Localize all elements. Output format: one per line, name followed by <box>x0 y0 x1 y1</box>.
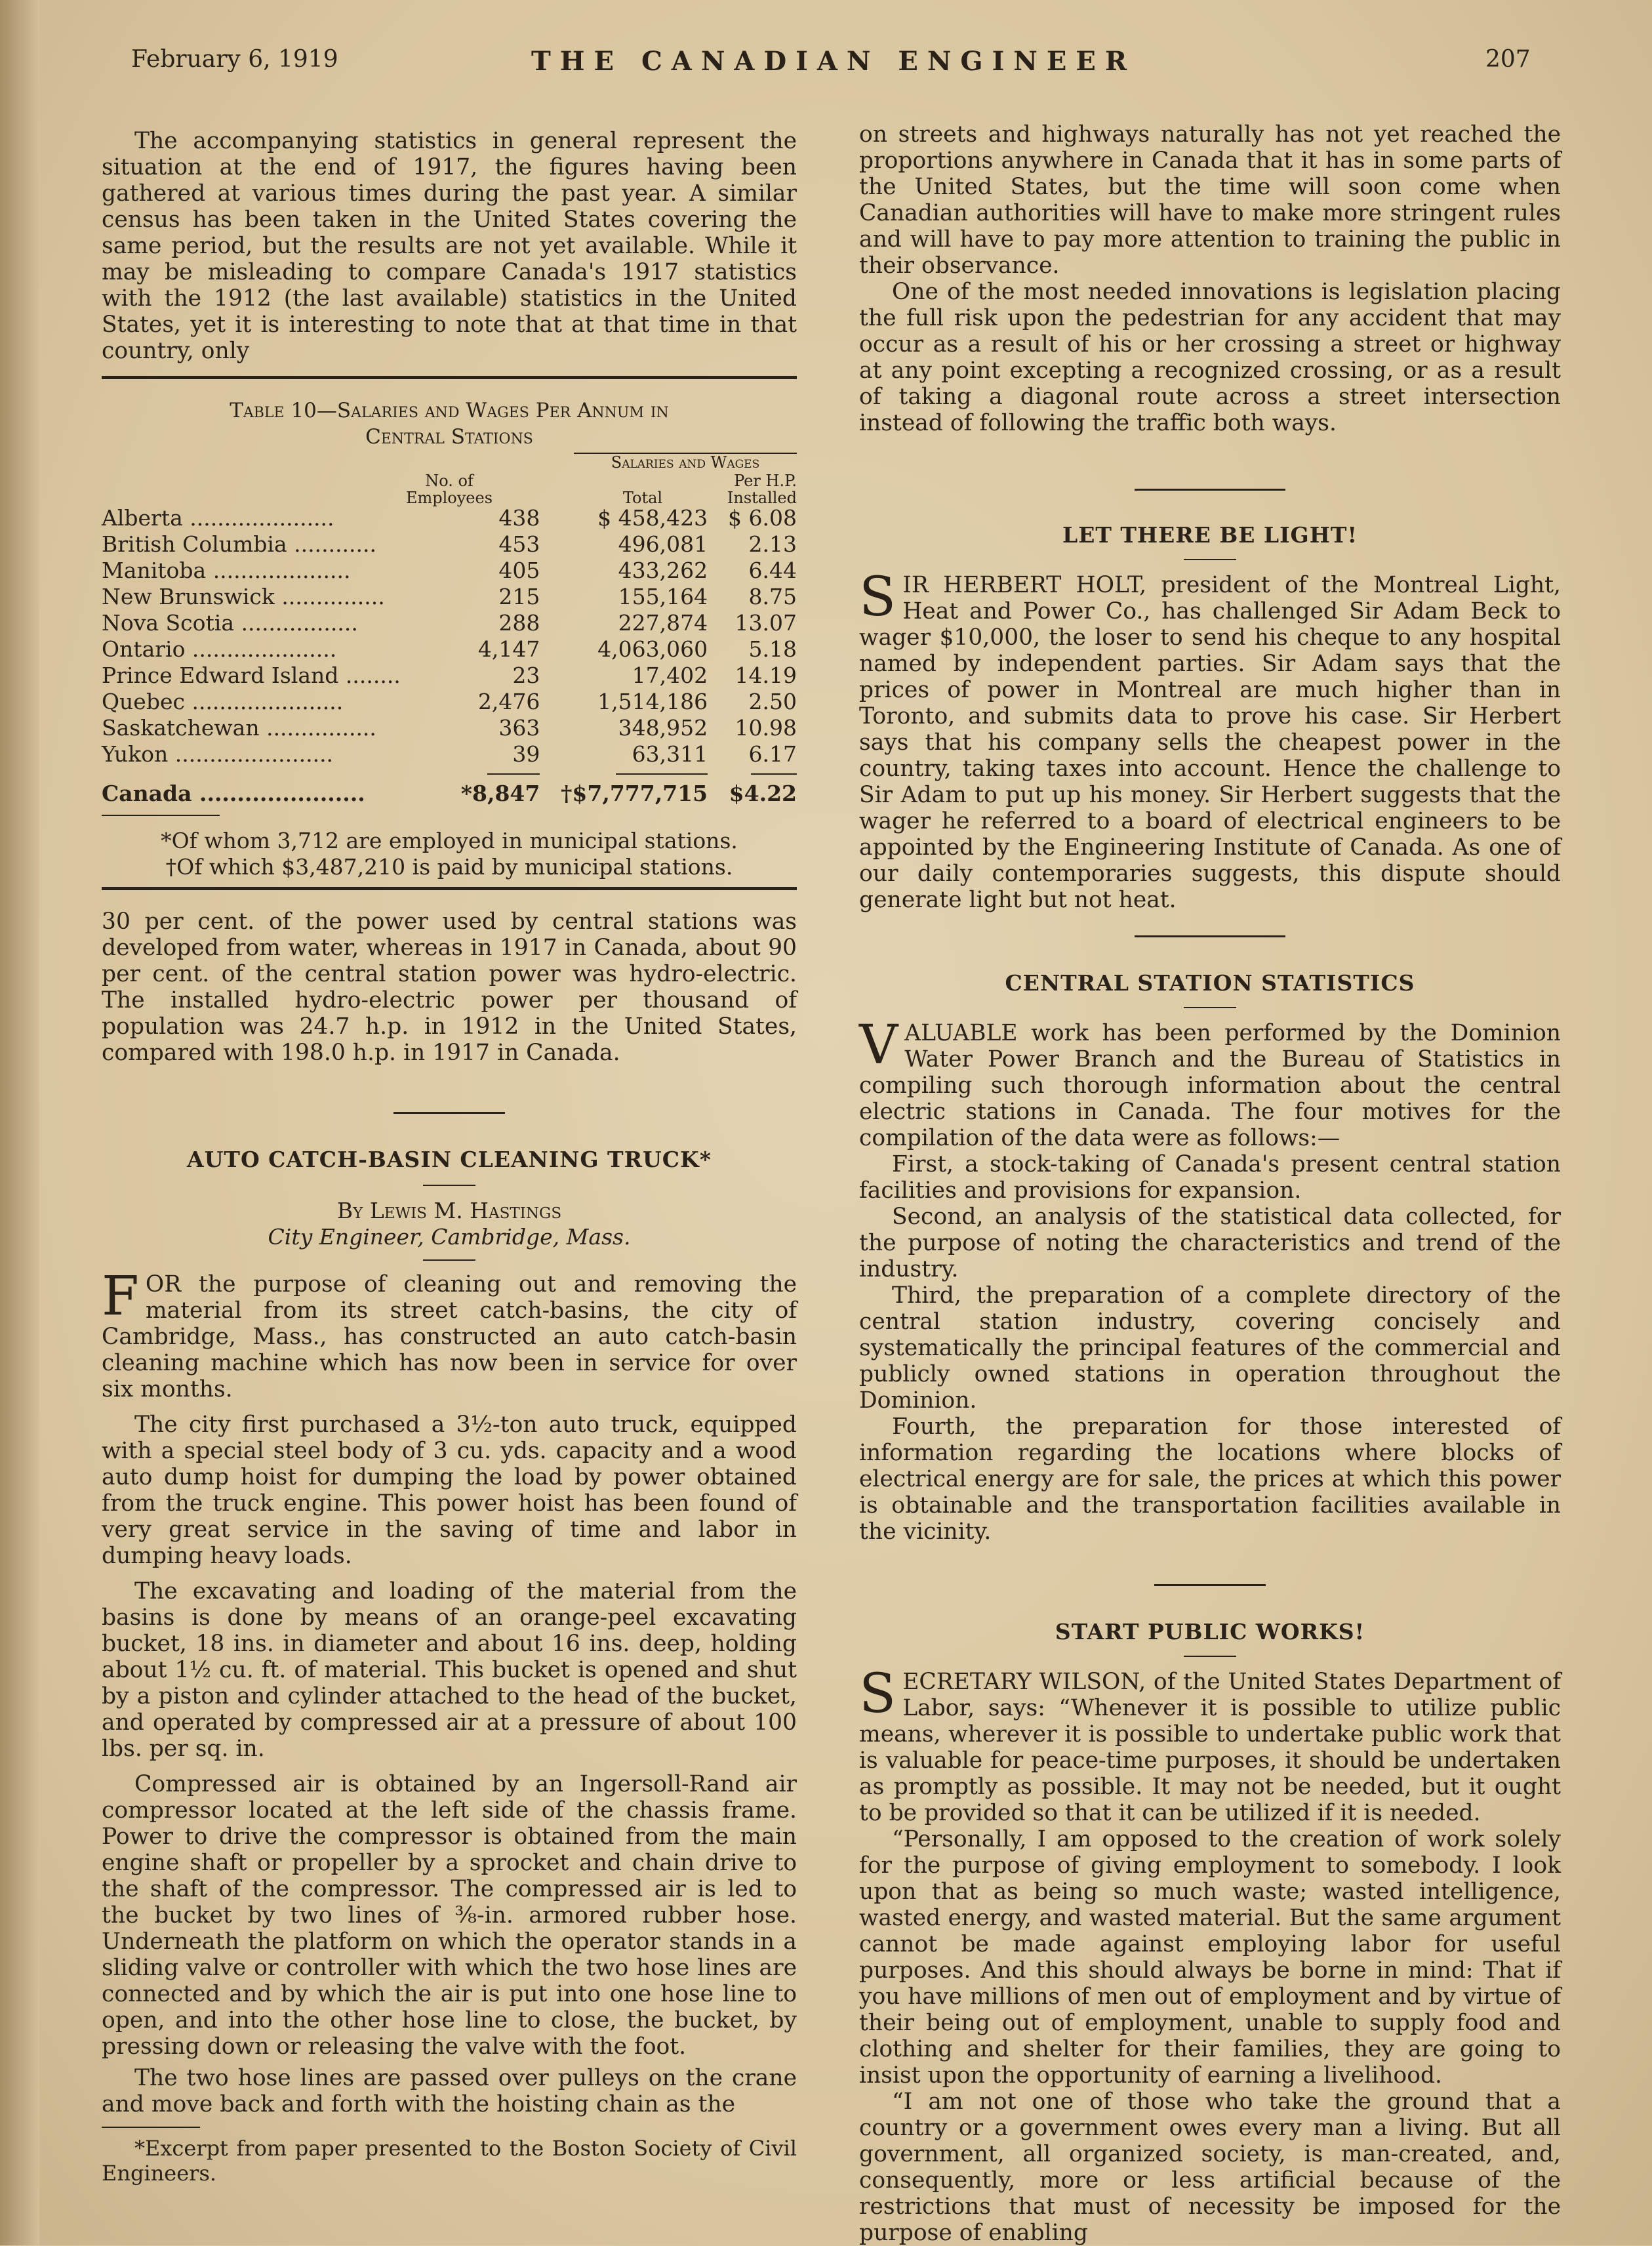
article-byline: By Lewis M. Hastings <box>336 1198 562 1223</box>
lead-words: IR HERBERT HOLT, <box>902 572 1147 598</box>
cell-total: 4,063,060 <box>597 636 708 662</box>
motive-third: Third, the preparation of a complete directory of the central station industry, covering concisely and systematically the principal features of the commercial and publicly owned stations in operation throughout the Dominion. <box>859 1282 1561 1414</box>
cell-employees: 23 <box>512 663 540 688</box>
cell-perhp: 13.07 <box>735 610 797 636</box>
section-divider <box>1154 1584 1266 1586</box>
continued-paragraph-1: on streets and highways naturally has not yet reached the proportions anywhere in Canada that it has in some parts of the United States, but the time will soon come when Canadian authorities will have to make more stringent rules and will have to pay more attention to training the public in their observance. <box>859 121 1561 279</box>
table-row <box>102 584 797 610</box>
table-row <box>102 663 797 689</box>
cell-province: Yukon ....................... <box>102 741 334 767</box>
cell-province: Ontario ..................... <box>102 636 337 662</box>
table-row <box>102 741 797 767</box>
table-top-rule <box>102 376 797 379</box>
cell-province: Alberta ..................... <box>102 505 334 531</box>
table-row <box>102 715 797 741</box>
cell-employees: 215 <box>498 584 540 609</box>
header-title: THE CANADIAN ENGINEER <box>531 46 1137 77</box>
section-public-works-body: of the United States Department of Labor, says: “Whenever it is possible to utilize public means, wherever it is possible to undertake public work that is valuable for peace-time purposes, it should be undertaken as promptly as possible. It may not be needed, but it ought to be provided so that it can be utilized if it is needed. <box>859 1669 1561 1826</box>
title-rule <box>1184 1656 1236 1657</box>
section-divider <box>1135 489 1285 491</box>
table-footnote-1: *Of whom 3,712 are employed in municipal stations. <box>161 828 738 853</box>
article-paragraph-4: Compressed air is obtained by an Ingersoll-Rand air compressor located at the left side of the chassis frame. Power to drive the compressor is obtained from the main engine shaft or propeller by a sprocket and chain drive to the shaft of the compressor. The compressed air is led to the bucket by two lines of ⅜-in. armored rubber hose. Underneath the platform on which the operator stands in a sliding valve or controller with which the two hose lines are connected and by which the air is put into one hose line to open, and into the other hose line to close, the bucket, by pressing down or releasing the valve with the foot. <box>102 1771 797 2060</box>
byline-rule <box>423 1259 475 1261</box>
table-row <box>102 505 797 531</box>
cell-total: 63,311 <box>632 741 708 767</box>
cell-employees: 288 <box>498 610 540 636</box>
title-rule <box>1184 1007 1236 1008</box>
motive-first: First, a stock-taking of Canada's present central station facilities and provisions for expansion. <box>859 1151 1561 1204</box>
cell-perhp: 6.17 <box>748 741 797 767</box>
table-row <box>102 610 797 636</box>
cell-employees: 4,147 <box>477 636 540 662</box>
cell-province: Prince Edward Island ........ <box>102 663 401 688</box>
intro-paragraph: The accompanying statistics in general represent the situation at the end of 1917, the figures having been gathered at various times during the past year. A similar census has been taken in the United States covering the same period, but the results are not yet available. While it may be misleading to compare Canada's 1917 statistics with the 1912 (the last available) statistics in the United States, yet it is interesting to note that at that time in that country, only <box>102 128 797 364</box>
page-spine <box>0 0 39 2245</box>
cell-perhp: 8.75 <box>748 584 797 609</box>
col-header-per-hp: Per H.P. Installed <box>727 472 797 507</box>
section-title-statistics: CENTRAL STATION STATISTICS <box>1005 970 1415 996</box>
cell-perhp: 10.98 <box>735 715 797 741</box>
excerpt-rule <box>102 2127 200 2128</box>
excerpt-footnote: *Excerpt from paper presented to the Boston Society of Civil Engineers. <box>102 2136 797 2186</box>
table-row <box>102 636 797 663</box>
col-header-total: Total <box>622 489 663 507</box>
cell-employees: 405 <box>498 558 540 583</box>
table-row <box>102 689 797 715</box>
total-per-hp: $4.22 <box>729 781 797 806</box>
salaries-table <box>102 505 797 807</box>
salaries-table-block <box>102 398 797 880</box>
table-subtitle: Central Stations <box>365 425 533 449</box>
table-header <box>102 453 797 505</box>
cell-perhp: 2.50 <box>748 689 797 714</box>
table-row <box>102 531 797 558</box>
section-statistics-body: work has been performed by the Dominion Water Power Branch and the Bureau of Statistics in compiling such thorough information about the central electric stations in Canada. The four motives for the compilation of the data were as follows:— <box>859 1020 1561 1151</box>
article-paragraph-1-text: OR the purpose of cleaning out and removing the material from its street catch-basins, the city of Cambridge, Mass., has constructed an auto catch-basin cleaning machine which has now been in service for over six months. <box>102 1271 797 1402</box>
table-group-header: Salaries and Wages <box>574 453 797 470</box>
cell-total: 1,514,186 <box>597 689 708 714</box>
cell-total: 496,081 <box>618 531 708 557</box>
cell-province: Manitoba .................... <box>102 558 351 583</box>
article-paragraph-1 <box>102 1265 797 1402</box>
footnote-rule <box>102 815 220 816</box>
article-title: AUTO CATCH-BASIN CLEANING TRUCK* <box>187 1147 712 1172</box>
cell-employees: 438 <box>498 505 540 531</box>
table-bottom-rule <box>102 887 797 890</box>
article-paragraph-3: The excavating and loading of the material from the basins is done by means of an orange-peel excavating bucket, 18 ins. in diameter and about 16 ins. deep, holding about 1½ cu. ft. of material. This bucket is opened and shut by a piston and cylinder attached to the head of the bucket, and operated by compressed air at a pressure of about 100 lbs. per sq. in. <box>102 1578 797 1762</box>
section-light-body: president of the Montreal Light, Heat and Power Co., has challenged Sir Adam Beck to wager $10,000, the loser to send his cheque to any hospital named by independent parties. Sir Adam says that the prices of power in Montreal are much higher than in Toronto, and submits data to prove his case. Sir Herbert says that his company sells the cheapest power in the country, taking taxes into account. Hence the challenge to Sir Adam to put up his money. Sir Herbert suggests that the wager he referred to a board of electrical engineers to be appointed by the Engineering Institute of Canada. As one of our daily contemporaries suggests, this dispute should generate light but not heat. <box>859 572 1561 913</box>
section-divider <box>1135 935 1285 937</box>
cell-total: 227,874 <box>618 610 708 636</box>
lead-words: ECRETARY WILSON, <box>902 1669 1146 1695</box>
cell-perhp: 6.44 <box>748 558 797 583</box>
table-row <box>102 558 797 584</box>
after-table-paragraph: 30 per cent. of the power used by central stations was developed from water, whereas in 1917 in Canada, about 90 per cent. of the central station power was hydro-electric. The installed hydro-electric power per thousand of population was 24.7 h.p. in 1912 in the United States, compared with 198.0 h.p. in 1917 in Canada. <box>102 909 797 1066</box>
cell-province: Saskatchewan ................ <box>102 715 376 741</box>
table-total-row <box>102 781 797 807</box>
public-works-paragraph-3: “I am not one of those who take the ground that a country or a government owes every man a living. But all government, all organized society, is man-created, and, consequently, more or less artificial because of the restrictions that must of necessity be imposed for the purpose of enabling <box>859 2089 1561 2246</box>
cell-province: Quebec ...................... <box>102 689 344 714</box>
header-date: February 6, 1919 <box>131 46 338 73</box>
section-public-works-text <box>859 1663 1561 1826</box>
dropcap-v: V <box>859 1014 898 1076</box>
motive-second: Second, an analysis of the statistical data collected, for the purpose of noting the characteristics and trend of the industry. <box>859 1204 1561 1282</box>
title-rule <box>1184 559 1236 560</box>
article-affiliation: City Engineer, Cambridge, Mass. <box>268 1224 631 1250</box>
section-statistics-text <box>859 1014 1561 1151</box>
right-column <box>859 121 1561 2246</box>
cell-employees: 39 <box>512 741 540 767</box>
motive-fourth: Fourth, the preparation for those interested of information regarding the locations where blocks of electrical energy are for sale, the prices at which this power is obtainable and the transportation facilities available in the vicinity. <box>859 1414 1561 1545</box>
section-divider <box>393 1112 505 1114</box>
article-paragraph-2: The city first purchased a 3½-ton auto truck, equipped with a special steel body of 3 cu. yds. capacity and a wood auto dump hoist for dumping the load by power obtained from the truck engine. This power hoist has been found of very great service in the saving of time and labor in dumping heavy loads. <box>102 1412 797 1569</box>
cell-employees: 453 <box>498 531 540 557</box>
cell-perhp: 5.18 <box>748 636 797 662</box>
table-title: Table 10—Salaries and Wages Per Annum in <box>230 399 669 422</box>
total-province: Canada ...................... <box>102 781 365 806</box>
article-paragraph-5: The two hose lines are passed over pulleys on the crane and move back and forth with the hoisting chain as the <box>102 2065 797 2117</box>
header-page-number: 207 <box>1485 46 1531 73</box>
col-header-employees: No. of Employees <box>405 472 493 507</box>
continued-paragraph-2: One of the most needed innovations is legislation placing the full risk upon the pedestrian for any accident that may occur as a result of his or her crossing a street or highway at any point excepting a recognized crossing, or as a result of taking a diagonal route across a street intersection instead of following the traffic both ways. <box>859 279 1561 436</box>
left-column <box>102 128 797 2186</box>
cell-province: New Brunswick ............... <box>102 584 385 609</box>
cell-total: 17,402 <box>632 663 708 688</box>
table-footnote-2: †Of which $3,487,210 is paid by municipal stations. <box>165 854 733 880</box>
cell-perhp: $ 6.08 <box>728 505 797 531</box>
total-employees: *8,847 <box>460 781 540 806</box>
public-works-paragraph-2: “Personally, I am opposed to the creation of work solely for the purpose of giving employment to somebody. I look upon that as being so much waste; wasted intelligence, wasted energy, and wasted material. But the same argument cannot be made against employing labor for useful purposes. And this should always be borne in mind: That if you have millions of men out of employment and by virtue of their being out of employment, unable to supply food and clothing and shelter for their families, they are going to insist upon the opportunity of earning a livelihood. <box>859 1826 1561 2089</box>
dropcap-s: S <box>859 566 897 628</box>
cell-employees: 363 <box>498 715 540 741</box>
total-total: †$7,777,715 <box>561 781 708 806</box>
cell-perhp: 14.19 <box>735 663 797 688</box>
dropcap-s: S <box>859 1663 897 1725</box>
cell-total: 155,164 <box>618 584 708 609</box>
cell-perhp: 2.13 <box>748 531 797 557</box>
cell-total: 433,262 <box>618 558 708 583</box>
section-title-public-works: START PUBLIC WORKS! <box>1055 1619 1365 1644</box>
section-title-light: LET THERE BE LIGHT! <box>1062 522 1358 548</box>
title-rule <box>423 1185 475 1186</box>
page-header <box>0 46 1652 85</box>
section-light-text <box>859 566 1561 913</box>
cell-province: British Columbia ............ <box>102 531 377 557</box>
cell-total: $ 458,423 <box>597 505 708 531</box>
dropcap-f: F <box>102 1265 139 1328</box>
cell-province: Nova Scotia ................. <box>102 610 358 636</box>
cell-employees: 2,476 <box>477 689 540 714</box>
cell-total: 348,952 <box>618 715 708 741</box>
lead-words: ALUABLE <box>904 1020 1018 1046</box>
